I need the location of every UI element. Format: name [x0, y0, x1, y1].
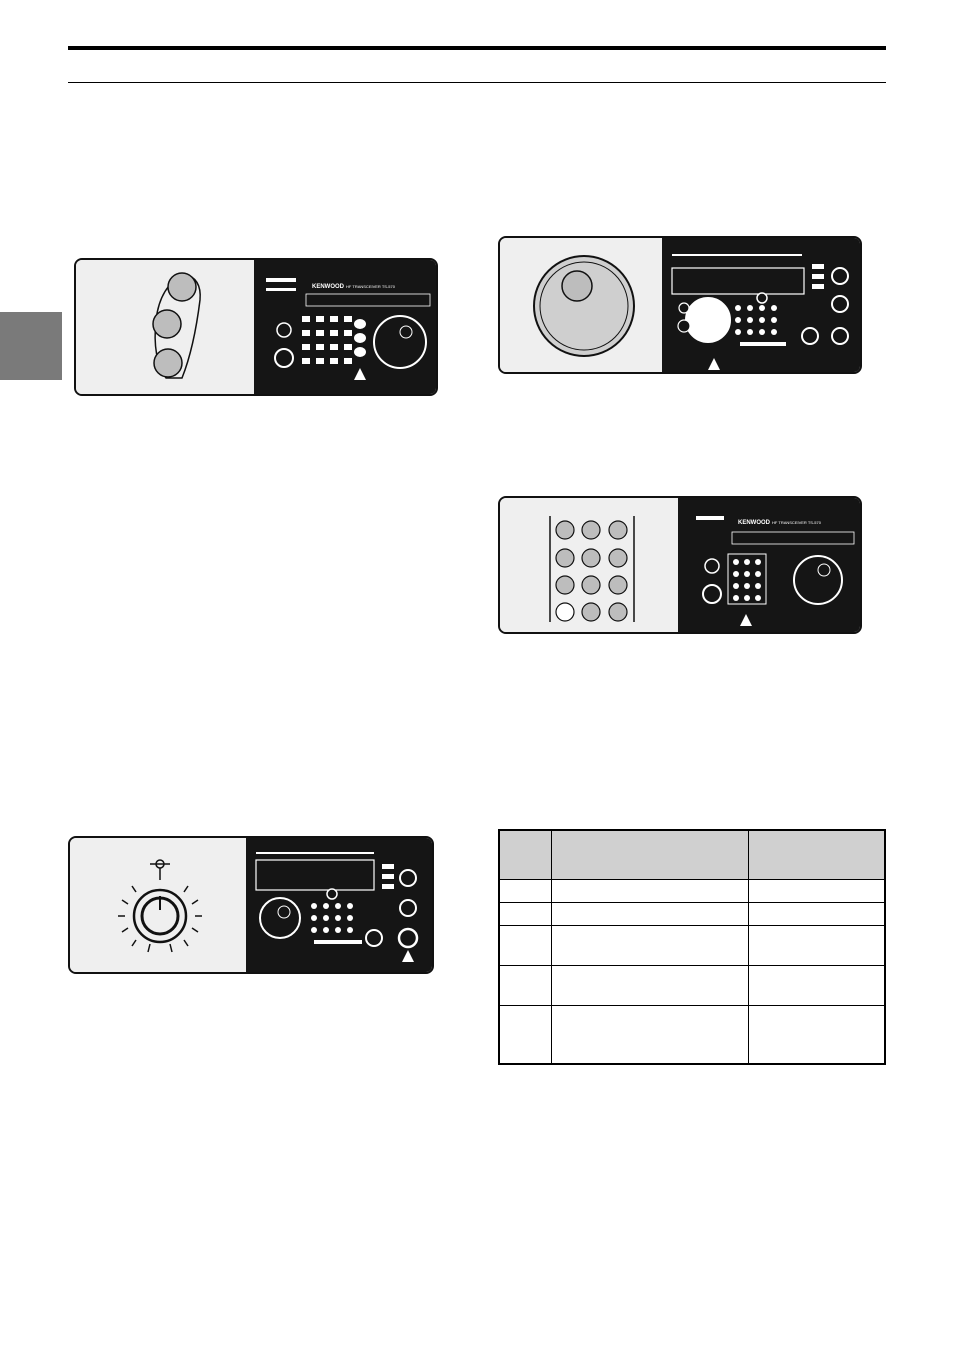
- keypad-icon: [556, 521, 627, 621]
- table-cell: [551, 880, 748, 903]
- table-cell: [499, 966, 551, 1006]
- table-header-row: [499, 830, 885, 880]
- table-cell: [499, 903, 551, 926]
- table-cell: [551, 903, 748, 926]
- table-row: [499, 926, 885, 966]
- model-label: HF TRANSCEIVER TS-570: [772, 520, 821, 525]
- table-cell: [551, 966, 748, 1006]
- mode-table: [498, 829, 886, 1065]
- memory-key-icon: [168, 273, 196, 301]
- table-cell: [748, 926, 885, 966]
- table-cell: [551, 1006, 748, 1064]
- header-rule-thin: [68, 82, 886, 83]
- figure-keypad: [498, 496, 862, 634]
- header-rule-thick: [68, 46, 886, 50]
- table-cell: [499, 926, 551, 966]
- table-cell: [551, 926, 748, 966]
- table-header-cell: [551, 830, 748, 880]
- tuning-knob-icon: [534, 256, 634, 356]
- table-row: [499, 880, 885, 903]
- pointer-arrow-icon: [708, 358, 720, 370]
- table-row: [499, 1006, 885, 1064]
- brand-label: KENWOOD: [738, 520, 770, 526]
- pointer-arrow-icon: [354, 368, 366, 380]
- figure-power-knob: [68, 836, 434, 974]
- figure-memory-keys: [74, 258, 438, 396]
- chapter-side-tab: [0, 312, 62, 380]
- table-cell: [748, 903, 885, 926]
- brand-label: KENWOOD: [312, 284, 344, 290]
- table-cell: [499, 880, 551, 903]
- table-cell: [748, 880, 885, 903]
- figure-tuning-control: [498, 236, 862, 374]
- pointer-arrow-icon: [402, 950, 414, 962]
- table-header-cell: [499, 830, 551, 880]
- table-cell: [499, 1006, 551, 1064]
- table-row: [499, 966, 885, 1006]
- table-cell: [748, 1006, 885, 1064]
- memory-key-icon: [154, 349, 182, 377]
- table-header-cell: [748, 830, 885, 880]
- model-label: HF TRANSCEIVER TS-570: [346, 284, 395, 289]
- pointer-arrow-icon: [740, 614, 752, 626]
- memory-key-icon: [153, 310, 181, 338]
- table-cell: [748, 966, 885, 1006]
- table-row: [499, 903, 885, 926]
